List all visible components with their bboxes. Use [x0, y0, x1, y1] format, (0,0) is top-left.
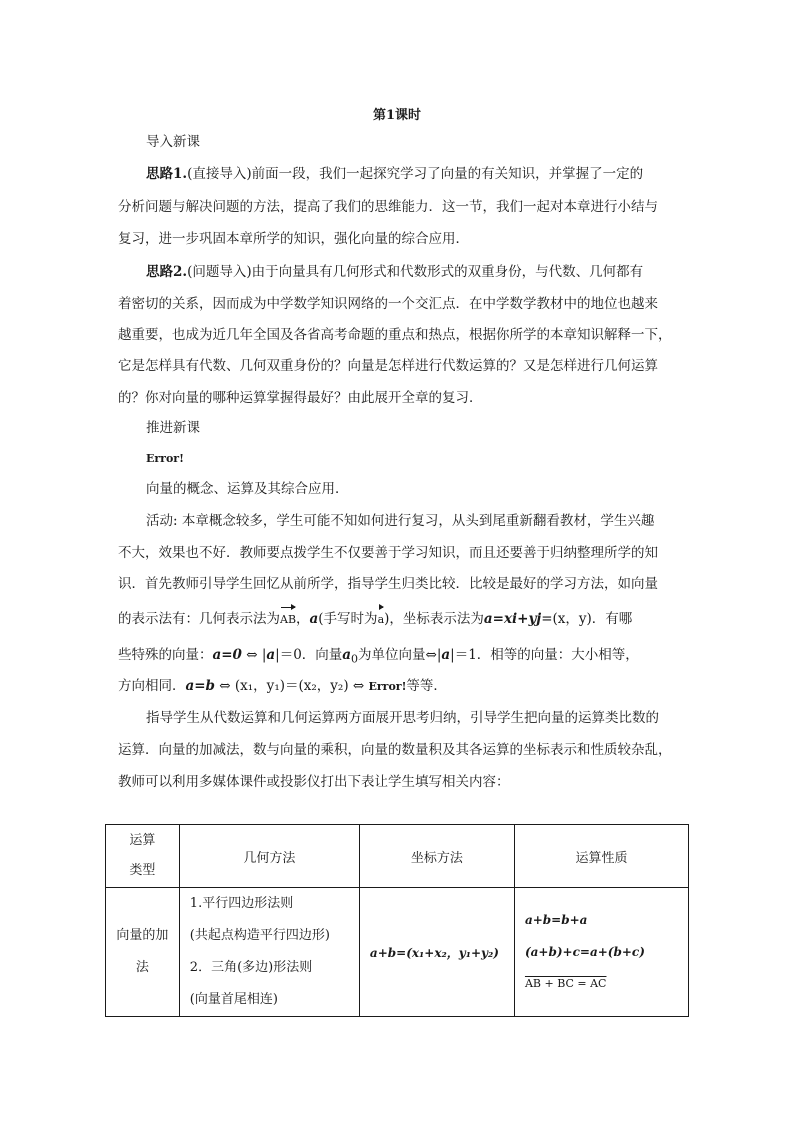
activity-line3: 识．首先教师引导学生回忆从前所学，指导学生归类比较．比较是最好的学习方法，如向量	[118, 576, 658, 592]
topic-line: 向量的概念、运算及其综合应用．	[146, 481, 349, 497]
operations-table	[105, 824, 689, 1017]
error-marker: Error!	[146, 452, 184, 465]
activity-line2: 不大，效果也不好．教师要点拨学生不仅要善于学习知识，而且还要善于归纳整理所学的知	[118, 545, 658, 561]
vector-AB: AB	[280, 610, 296, 630]
idea2-line1: 思路2.(问题导入)由于向量具有几何形式和代数形式的双重身份，与代数、几何都有	[146, 264, 644, 280]
section-heading-advance: 推进新课	[146, 420, 200, 436]
page-title: 第1课时	[372, 108, 422, 123]
idea1-line2: 分析问题与解决问题的方法，提高了我们的思维能力．这一节，我们一起对本章进行小结与	[118, 199, 658, 215]
header-geometric-method: 几何方法	[179, 825, 359, 888]
guide-line1: 指导学生从代数运算和几何运算两方面展开思考归纳，引导学生把向量的运算类比数的	[146, 710, 659, 726]
coordinate-formula: a=xi+yj	[483, 611, 542, 627]
table-header-row	[106, 825, 689, 888]
cell-geometric-rules: 1.平行四边形法则 (共起点构造平行四边形) 2．三角(多边)形法则 (向量首尾相连)	[179, 888, 359, 1017]
activity-line6: 方向相同．a=b ⇔ (x₁，y₁)＝(x₂，y₂) ⇔ Error!等等．	[118, 678, 447, 694]
section-heading-intro: 导入新课	[146, 134, 200, 150]
idea1-label: 思路1.	[146, 166, 188, 182]
idea2-line3: 越重要，也成为近几年全国及各省高考命题的重点和热点，根据你所学的本章知识解释一下，	[118, 327, 672, 343]
cell-vector-addition: 向量的加 法	[106, 888, 180, 1017]
idea1-line3: 复习，进一步巩固本章所学的知识，强化向量的综合应用．	[118, 231, 469, 247]
idea2-label: 思路2.	[146, 264, 188, 280]
idea1-line1: 思路1.(直接导入)前面一段，我们一起探究学习了向量的有关知识，并掌握了一定的	[146, 166, 644, 182]
vector-a-handwritten: a	[378, 610, 385, 630]
activity-line5: 些特殊的向量：a=0 ⇔ |a|＝0．向量$a_0$为单位向量⇔|a|＝1．相等的向量：大小相等，	[118, 647, 639, 666]
guide-line3: 教师可以利用多媒体课件或投影仪打出下表让学生填写相关内容：	[118, 774, 510, 790]
activity-line1: 活动: 本章概念较多，学生可能不知如何进行复习，从头到尾重新翻看教材，学生兴趣	[146, 513, 655, 529]
guide-line2: 运算．向量的加减法，数与向量的乘积，向量的数量积及其各运算的坐标表示和性质较杂乱，	[118, 742, 672, 758]
header-coordinate-method: 坐标方法	[359, 825, 514, 888]
idea2-line5: 的？你对向量的哪种运算掌握得最好？由此展开全章的复习．	[118, 390, 483, 406]
vector-sum-AB-BC-AC: AB + BC = AC	[524, 977, 607, 990]
idea2-line2: 着密切的关系，因而成为中学数学知识网络的一个交汇点．在中学数学教材中的地位也越来	[118, 296, 658, 312]
header-operation-properties: 运算性质	[514, 825, 688, 888]
vector-a-bold: a	[309, 611, 319, 627]
cell-properties: a+b=b+a (a+b)+c=a+(b+c) AB + BC = AC	[514, 888, 688, 1017]
idea2-line4: 它是怎样具有代数、几何双重身份的？向量是怎样进行代数运算的？又是怎样进行几何运算	[118, 358, 658, 374]
cell-coordinate-formula: a+b=(x₁+x₂，y₁+y₂)	[359, 888, 514, 1017]
activity-line4: 的表示法有：几何表示法为AB，a(手写时为a)，坐标表示法为a=xi+yj=(x，y)．有哪	[118, 609, 632, 630]
table-row	[106, 888, 689, 1017]
header-operation-type: 运算 类型	[106, 825, 180, 888]
